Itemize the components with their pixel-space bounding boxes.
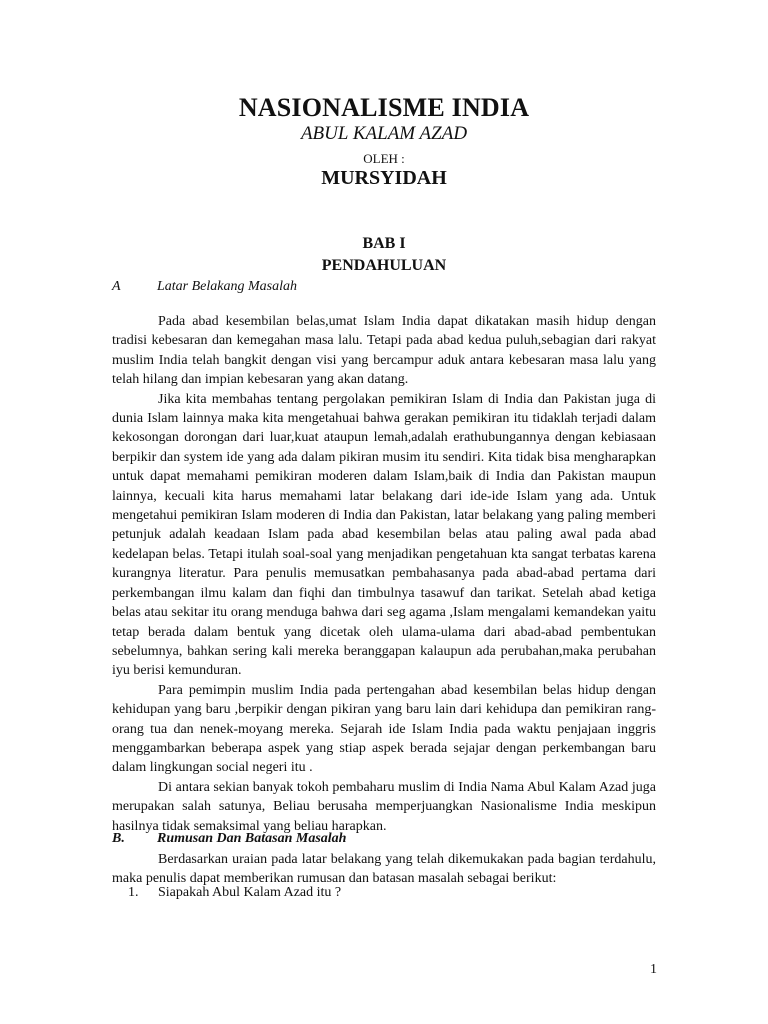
section-b-body: [112, 850, 656, 889]
list-item: [128, 885, 341, 901]
list-item-number: 1.: [128, 885, 139, 900]
list-item-text: Siapakah Abul Kalam Azad itu ?: [158, 885, 342, 900]
document-subtitle: ABUL KALAM AZAD: [300, 123, 468, 144]
section-b-number: B.: [112, 831, 125, 846]
chapter-number: BAB I: [362, 235, 406, 252]
section-b-title: Rumusan Dan Batasan Masalah: [157, 831, 347, 846]
paragraph: Pada abad kesembilan belas,umat Islam India dapat dikatakan masih hidup dengan tradisi kebesaran dan kemegahan masa lalu. Tetapi pada abad kedua puluh,sebagian dari rakyat muslim India telah bangkit dengan visi yang bercampur aduk antara kebesaran masa lalu yang telah hilang dan impian kebesaran yang akan datang.: [112, 314, 656, 388]
document-page: [112, 0, 656, 1024]
paragraph: Para pemimpin muslim India pada pertengahan abad kesembilan belas hidup dengan kehidupan yang baru ,berpikir dengan pikiran yang baru lain dari kehidupa dan pemikiran rang-orang tua dan nenek-moyang mereka. Sejarah ide Islam India pada waktu penjajaan inggris menggambarkan beberapa aspek yang stiap aspek berada sejajar dengan perkembangan baru dalam lingkungan social negeri itu .: [112, 682, 656, 776]
section-a-number: A: [112, 279, 121, 294]
paragraph: Di antara sekian banyak tokoh pembaharu muslim di India Nama Abul Kalam Azad juga merupakan salah satunya, Beliau berusaha memperjuangkan Nasionalisme India meskipun hasilnya tidak semaksimal yang beliau harapkan.: [112, 779, 656, 834]
section-b-heading: [112, 831, 346, 847]
by-label: OLEH :: [363, 151, 405, 166]
paragraph: Berdasarkan uraian pada latar belakang yang telah dikemukakan pada bagian terdahulu, maka penulis dapat memberikan rumusan dan batasan masalah sebagai berikut:: [112, 852, 656, 887]
section-a-heading: [112, 279, 297, 295]
author-name: MURSYIDAH: [321, 167, 447, 189]
chapter-title: PENDAHULUAN: [321, 257, 447, 274]
paragraph: Jika kita membahas tentang pergolakan pemikiran Islam di India dan Pakistan juga di dunia Islam lainnya maka kita mengetahuai bahwa gerakan pemikiran itu tidaklah terjadi dalam kekosongan dorongan dari luar,kuat ataupun lemah,adalah erathubungannya dengan kebiasaan berpikir dan system ide yang ada dalam pikiran musim itu sendiri. Kita tidak bisa mengharapkan untuk dapat memahami pemikiran moderen dalam Islam,baik di India dan Pakistan maupun lainnya, kecuali kita harus memahami latar belakang dari ide-ide Islam yang ada. Untuk mengetahui pemikiran Islam moderen di India dan Pakistan, latar belakang yang paling memberi petunjuk adalah keadaan Islam pada abad kesembilan belas atau paling awal pada abad kedelapan belas. Tetapi itulah soal-soal yang menjadikan pengetahuan kta sangat terbatas karena kurangnya literatur. Para penulis memusatkan pembahasanya pada abad-abad pertama dari perkembangan ilmu kalam dan fiqhi dan timbulnya tasawuf dan tarikat. Setelah abad ketiga belas atau sekitar itu orang menduga bahwa dari seg agama ,Islam mengalami kemandekan yaitu tetap berada dalam bentuk yang dicetak oleh ulama-ulama dari abad-abad pembentukan sebelumnya, bahkan sering kali mereka beranggapan kalaupun ada perubahan,maka perubahan iyu berisi kemunduran.: [112, 391, 656, 679]
section-a-title: Latar Belakang Masalah: [157, 279, 297, 294]
document-title: NASIONALISME INDIA: [238, 93, 530, 122]
page-number: 1: [650, 962, 657, 977]
section-a-body: [112, 312, 656, 836]
